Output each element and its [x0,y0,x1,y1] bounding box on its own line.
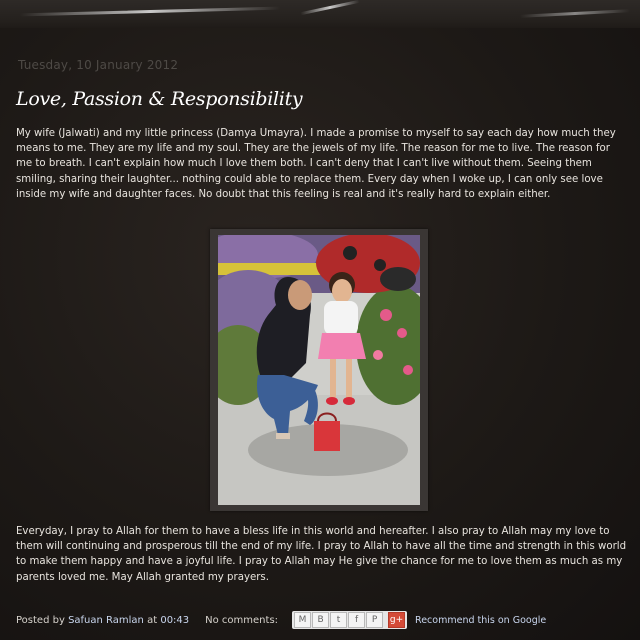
post-date: Tuesday, 10 January 2012 [18,58,179,72]
facebook-icon[interactable]: f [348,612,365,628]
post-time-link[interactable]: 00:43 [160,614,190,626]
header-banner [0,0,640,28]
family-photo[interactable] [218,235,420,505]
photo-frame [210,229,428,511]
twitter-icon[interactable]: t [330,612,347,628]
post-title[interactable]: Love, Passion & Responsibility [16,88,303,110]
family-photo-illustration [218,235,420,505]
banner-streak [520,9,630,18]
pinterest-icon[interactable]: P [366,612,383,628]
post-paragraph-1: My wife (Jalwati) and my little princess (Damya Umayra). I made a promise to myself to say each day how much they means to me. They are my life and my soul. They are the jewels of my life. The reason for me to live. The reason for me to breath. I can't explain how much I love them both. I can't deny that I can't live without them. Seeing them smiling, sharing their laughter... nothing could able to replace them. Every day when I woke up, I can only see love inside my wife and daughter faces. No doubt that this feeling is real and it's really hard to explain either. [16,128,616,200]
post-footer [16,610,626,630]
post-paragraph-2: Everyday, I pray to Allah for them to have a bless life in this world and hereafter. I also pray to Allah may my love to them will continuing and prosperous till the end of my life. I pray to Allah to have all the time and strength in this world to make them happy and have a joyful life. I pray to Allah may He give the chance for me to love them as much as my parents loved me. May Allah granted my prayers. [16,526,627,583]
google-plus-icon[interactable]: g+ [388,612,405,628]
posted-by-label: Posted by [16,614,65,626]
author-link[interactable]: Safuan Ramlan [68,614,144,626]
at-label: at [147,614,158,626]
email-icon[interactable]: M [294,612,311,628]
banner-streak [300,0,359,15]
comments-link[interactable]: No comments: [205,614,279,626]
share-buttons [292,611,407,629]
recommend-google-link[interactable]: Recommend this on Google [415,614,547,626]
banner-streak [20,7,280,17]
blogthis-icon[interactable]: B [312,612,329,628]
